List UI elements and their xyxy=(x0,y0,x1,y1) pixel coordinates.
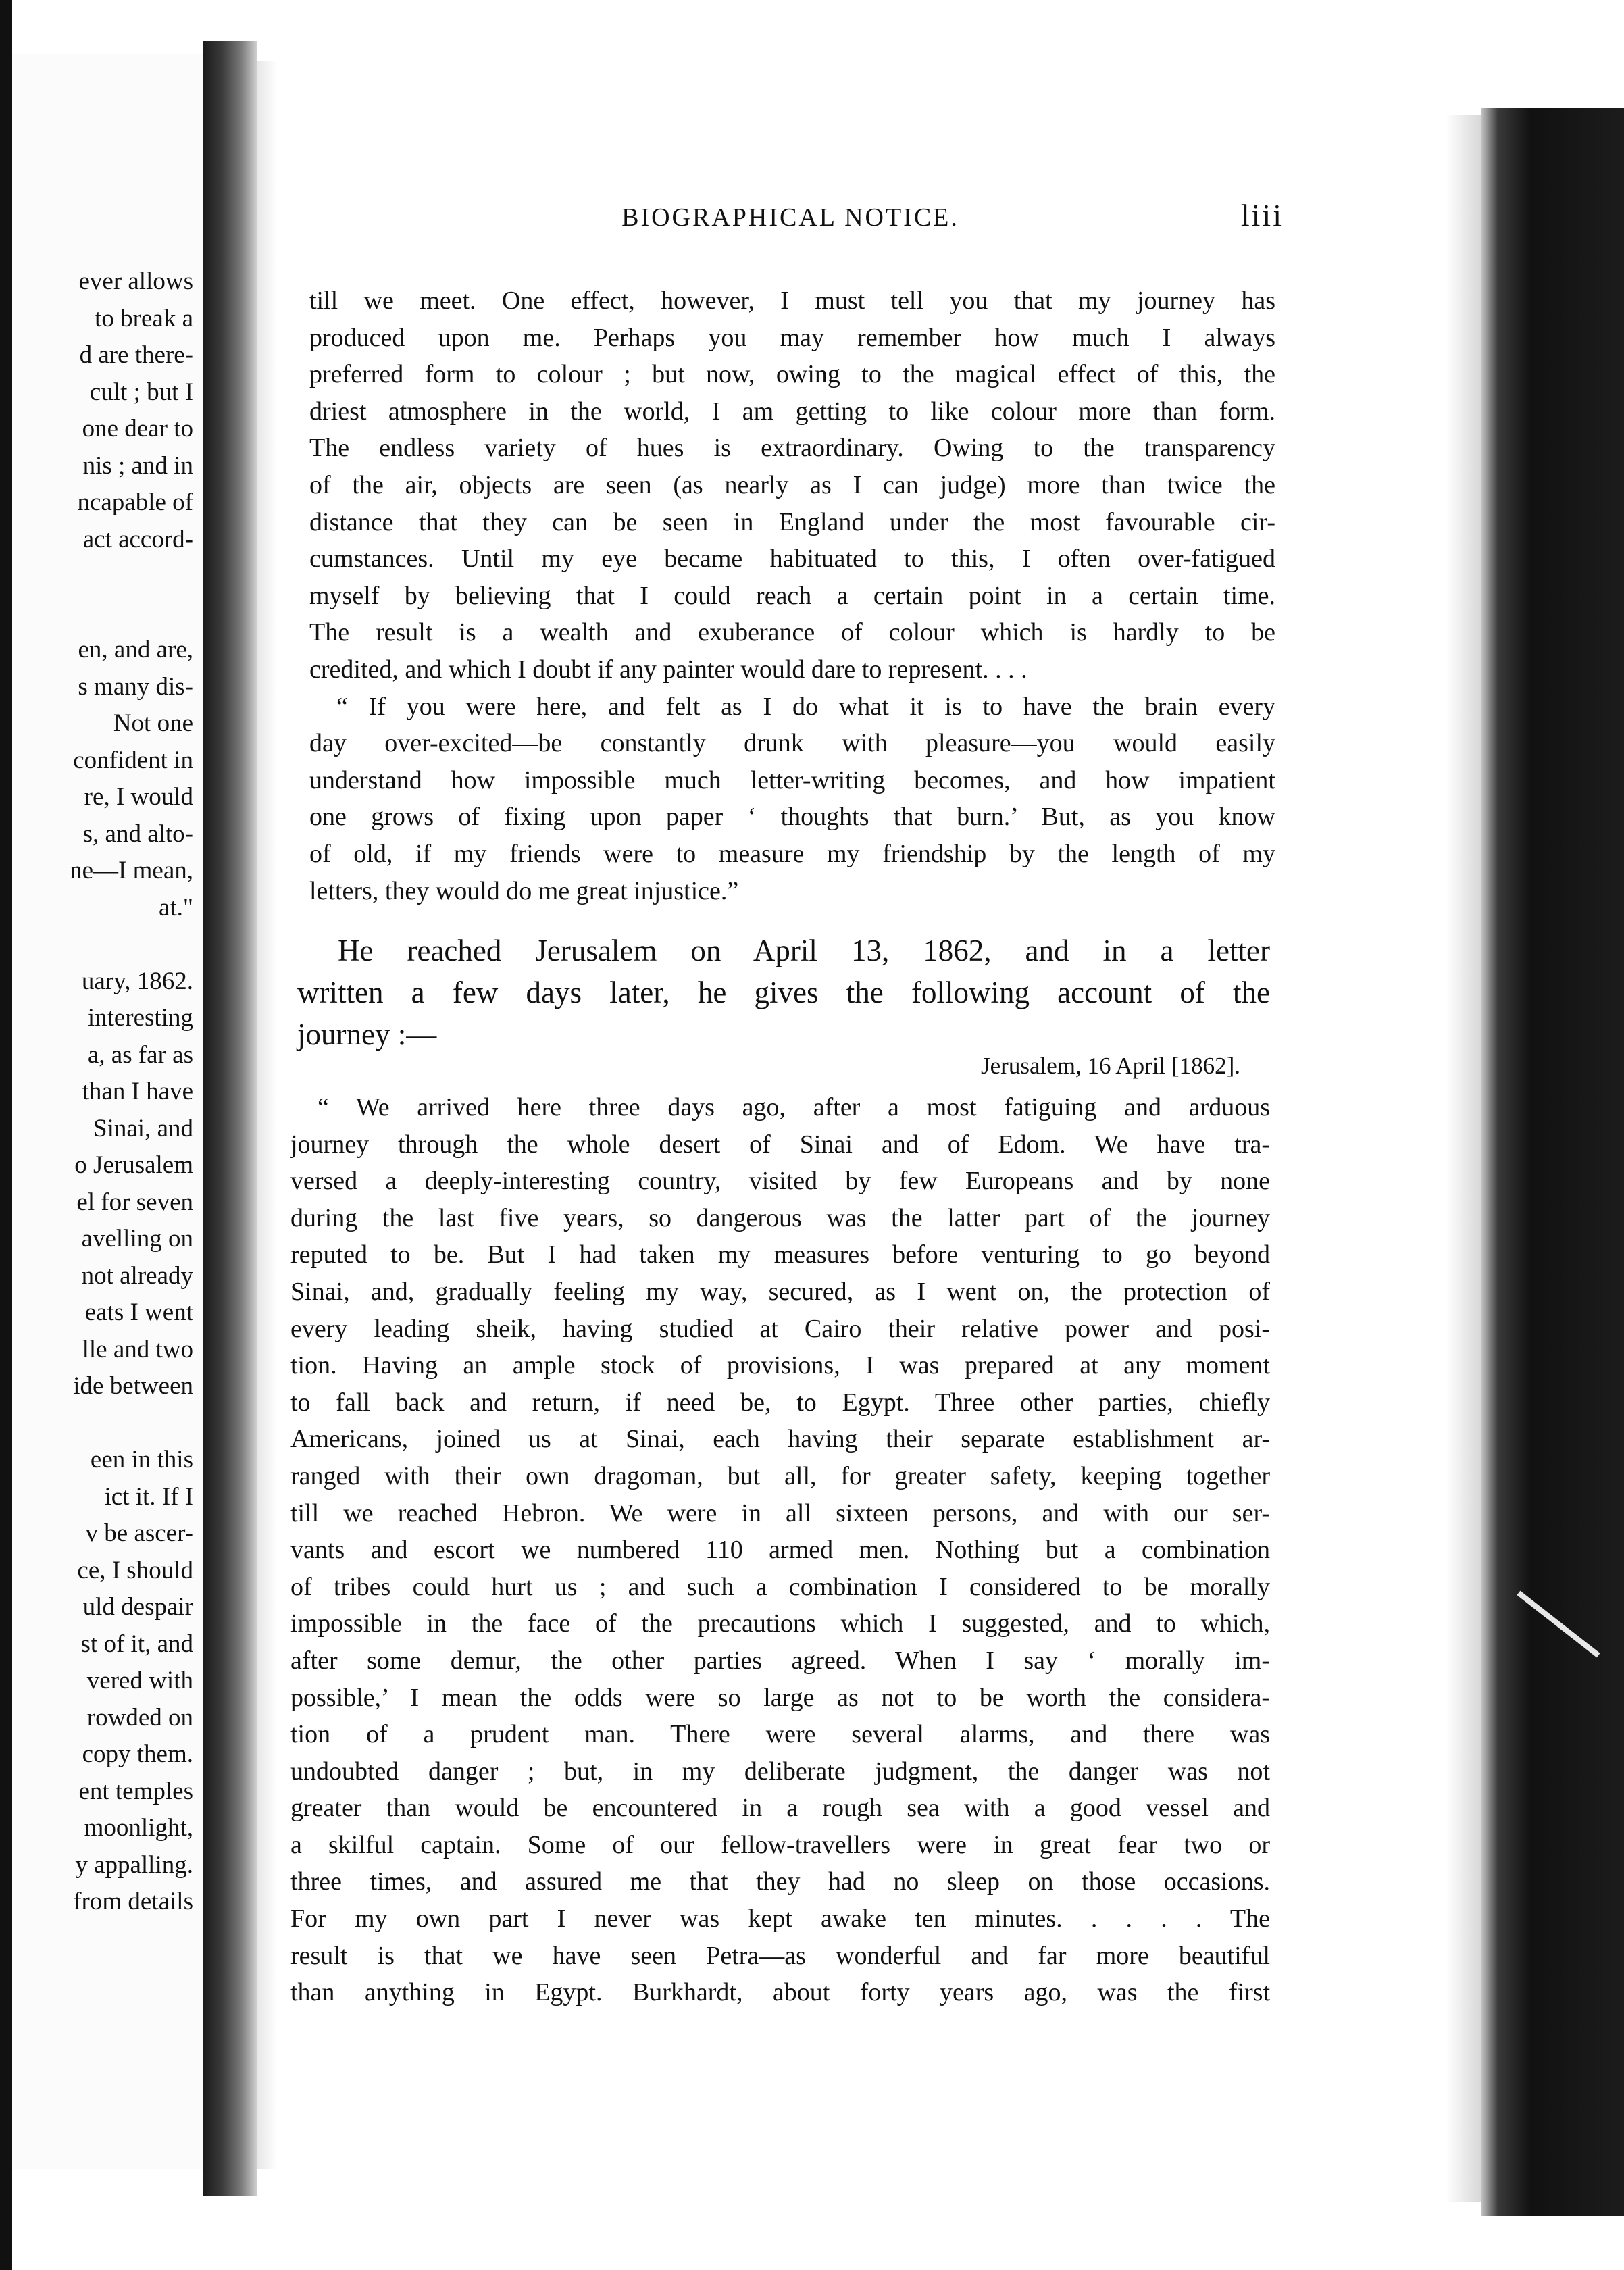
page-curl-shadow xyxy=(1446,115,1486,2202)
previous-page-line: ncapable of xyxy=(77,488,193,516)
page-gutter xyxy=(203,41,257,2196)
previous-page-line: s, and alto- xyxy=(82,819,193,848)
letter-line: driest atmosphere in the world, I am getting to like colour more than form. xyxy=(309,397,1275,426)
previous-page-line: eats I went xyxy=(84,1298,193,1326)
previous-page-line: ne—I mean, xyxy=(70,857,193,884)
previous-page-line: re, I would xyxy=(84,783,193,811)
letter-line: possible,’ I mean the odds were so large as not to be worth the considera- xyxy=(290,1683,1270,1712)
previous-page-line: Not one xyxy=(113,709,193,737)
letter-line: during the last five years, so dangerous was the latter part of the journey xyxy=(290,1203,1270,1232)
letter-line: tion. Having an ample stock of provisions, I was prepared at any moment xyxy=(290,1351,1270,1380)
previous-page-line: rowded on xyxy=(86,1703,193,1732)
letter-line: The endless variety of hues is extraordinary. Owing to the transparency xyxy=(309,434,1275,463)
previous-page-line: than I have xyxy=(82,1078,193,1105)
letter-line: “ We arrived here three days ago, after a most fatiguing and arduous xyxy=(318,1093,1270,1121)
letter-line: till we meet. One effect, however, I must tell you that my journey has xyxy=(309,286,1275,315)
previous-page-line: lle and two xyxy=(82,1335,193,1363)
letter-line: understand how impossible much letter-writing becomes, and how impatient xyxy=(309,765,1275,794)
previous-page-line: ent temples xyxy=(78,1777,193,1805)
previous-page-line: vered with xyxy=(86,1667,193,1694)
letter-line: versed a deeply-interesting country, visited by few Europeans and by none xyxy=(290,1167,1270,1196)
previous-page xyxy=(12,54,203,2169)
book-block-edge xyxy=(1481,108,1624,2216)
letter-line: impossible in the face of the precautions which I suggested, and to which, xyxy=(290,1609,1270,1638)
previous-page-line: confident in xyxy=(73,746,193,774)
letter-line: greater than would be encountered in a rough sea with a good vessel and xyxy=(290,1794,1270,1823)
narrative-line: He reached Jerusalem on April 13, 1862, and in a letter xyxy=(338,934,1270,967)
letter-line: distance that they can be seen in England under the most favourable cir- xyxy=(309,507,1275,536)
previous-page-line: d are there- xyxy=(79,341,193,369)
letter-line: myself by believing that I could reach a certain point in a certain time. xyxy=(309,581,1275,610)
previous-page-line: ict it. If I xyxy=(104,1482,193,1511)
previous-page-line: st of it, and xyxy=(80,1630,193,1658)
letter-line: reputed to be. But I had taken my measures before venturing to go beyond xyxy=(290,1240,1270,1269)
previous-page-line xyxy=(12,1405,193,1442)
previous-page-text xyxy=(12,263,193,1921)
letter-line: journey through the whole desert of Sinai and of Edom. We have tra- xyxy=(290,1130,1270,1159)
running-head: BIOGRAPHICAL NOTICE. xyxy=(621,203,959,232)
previous-page-line: uary, 1862. xyxy=(81,967,193,995)
letter-line: letters, they would do me great injustice.” xyxy=(309,876,739,905)
previous-page-line: Sinai, and xyxy=(93,1114,193,1142)
letter-line: day over-excited—be constantly drunk with pleasure—you would easily xyxy=(309,729,1275,758)
previous-page-line: a, as far as xyxy=(87,1040,193,1069)
letter-line: of the air, objects are seen (as nearly as I can judge) more than twice the xyxy=(309,470,1275,499)
letter-line: than anything in Egypt. Burkhardt, about forty years ago, was the first xyxy=(290,1978,1270,2007)
previous-page-line: y appalling. xyxy=(75,1850,193,1879)
letter-line: For my own part I never was kept awake ten minutes. . . . . The xyxy=(290,1905,1270,1934)
letter-line: “ If you were here, and felt as I do what it is to have the brain every xyxy=(336,692,1275,721)
letter-line: result is that we have seen Petra—as wonderful and far more beautiful xyxy=(290,1941,1270,1970)
binding-edge xyxy=(0,0,12,2270)
page-number: liii xyxy=(1240,198,1284,232)
letter-jerusalem xyxy=(290,1089,1270,2011)
letter-line: The result is a wealth and exuberance of colour which is hardly to be xyxy=(309,618,1275,647)
letter-line: after some demur, the other parties agreed. When I say ‘ morally im- xyxy=(290,1646,1270,1675)
previous-page-line: ce, I should xyxy=(77,1556,193,1584)
letter-line: of tribes could hurt us ; and such a combination I considered to be morally xyxy=(290,1572,1270,1601)
letter-continued xyxy=(309,282,1275,909)
previous-page-line: o Jerusalem xyxy=(74,1151,193,1179)
previous-page-line: ever allows xyxy=(78,268,193,295)
previous-page-line: one dear to xyxy=(82,415,193,443)
previous-page-line: en, and are, xyxy=(78,636,193,663)
letter-line: vants and escort we numbered 110 armed men. Nothing but a combination xyxy=(290,1536,1270,1565)
letter-line: cumstances. Until my eye became habituated to this, I often over-fatigued xyxy=(309,545,1275,574)
previous-page-line: moonlight, xyxy=(84,1814,193,1842)
letter-line: a skilful captain. Some of our fellow-travellers were in great fear two or xyxy=(290,1830,1270,1859)
narrative-line: written a few days later, he gives the following account of the xyxy=(297,976,1270,1009)
letter-line: till we reached Hebron. We were in all sixteen persons, and with our ser- xyxy=(290,1498,1270,1528)
narrative-line: journey :— xyxy=(297,1017,437,1051)
gutter-highlight xyxy=(257,61,277,2169)
letter-line: Sinai, and, gradually feeling my way, secured, as I went on, the protection of xyxy=(290,1277,1270,1306)
previous-page-line: een in this xyxy=(90,1446,193,1473)
previous-page-line: act accord- xyxy=(82,525,193,553)
previous-page-line xyxy=(12,926,193,963)
letter-line: of old, if my friends were to measure my friendship by the length of my xyxy=(309,839,1275,868)
letter-line: undoubted danger ; but, in my deliberate judgment, the danger was not xyxy=(290,1757,1270,1786)
letter-line: three times, and assured me that they had no sleep on those occasions. xyxy=(290,1867,1270,1896)
previous-page-line: interesting xyxy=(87,1004,193,1032)
previous-page-line: nis ; and in xyxy=(82,451,193,480)
previous-page-line: s many dis- xyxy=(78,672,193,701)
previous-page-line: at." xyxy=(158,893,193,922)
letter-line: to fall back and return, if need be, to Egypt. Three other parties, chiefly xyxy=(290,1388,1270,1417)
previous-page-line: avelling on xyxy=(81,1225,193,1253)
letter-line: Americans, joined us at Sinai, each having their separate establishment ar- xyxy=(290,1425,1270,1454)
letter-line: one grows of fixing upon paper ‘ thoughts that burn.’ But, as you know xyxy=(309,803,1275,832)
previous-page-line: v be ascer- xyxy=(85,1519,193,1547)
letter-line: tion of a prudent man. There were several alarms, and there was xyxy=(290,1720,1270,1749)
letter-line: preferred form to colour ; but now, owing to the magical effect of this, the xyxy=(309,360,1275,389)
previous-page-line: ide between xyxy=(73,1372,193,1400)
previous-page-line: to break a xyxy=(95,304,193,332)
previous-page-line xyxy=(12,558,193,595)
letter-line: credited, and which I doubt if any painter would dare to represent. . . . xyxy=(309,655,1027,684)
previous-page-line: from details xyxy=(73,1888,193,1915)
letter-dateline: Jerusalem, 16 April [1862]. xyxy=(981,1053,1240,1079)
narrative-paragraph xyxy=(297,930,1270,1055)
letter-line: ranged with their own dragoman, but all, for greater safety, keeping together xyxy=(290,1461,1270,1490)
previous-page-line xyxy=(12,595,193,632)
previous-page-line: copy them. xyxy=(82,1740,193,1768)
previous-page-line: el for seven xyxy=(76,1188,193,1216)
letter-line: produced upon me. Perhaps you may remember how much I always xyxy=(309,323,1275,352)
previous-page-line: cult ; but I xyxy=(89,378,193,406)
letter-line: every leading sheik, having studied at Cairo their relative power and posi- xyxy=(290,1314,1270,1343)
previous-page-line: uld despair xyxy=(82,1593,193,1621)
previous-page-line: not already xyxy=(81,1261,193,1290)
